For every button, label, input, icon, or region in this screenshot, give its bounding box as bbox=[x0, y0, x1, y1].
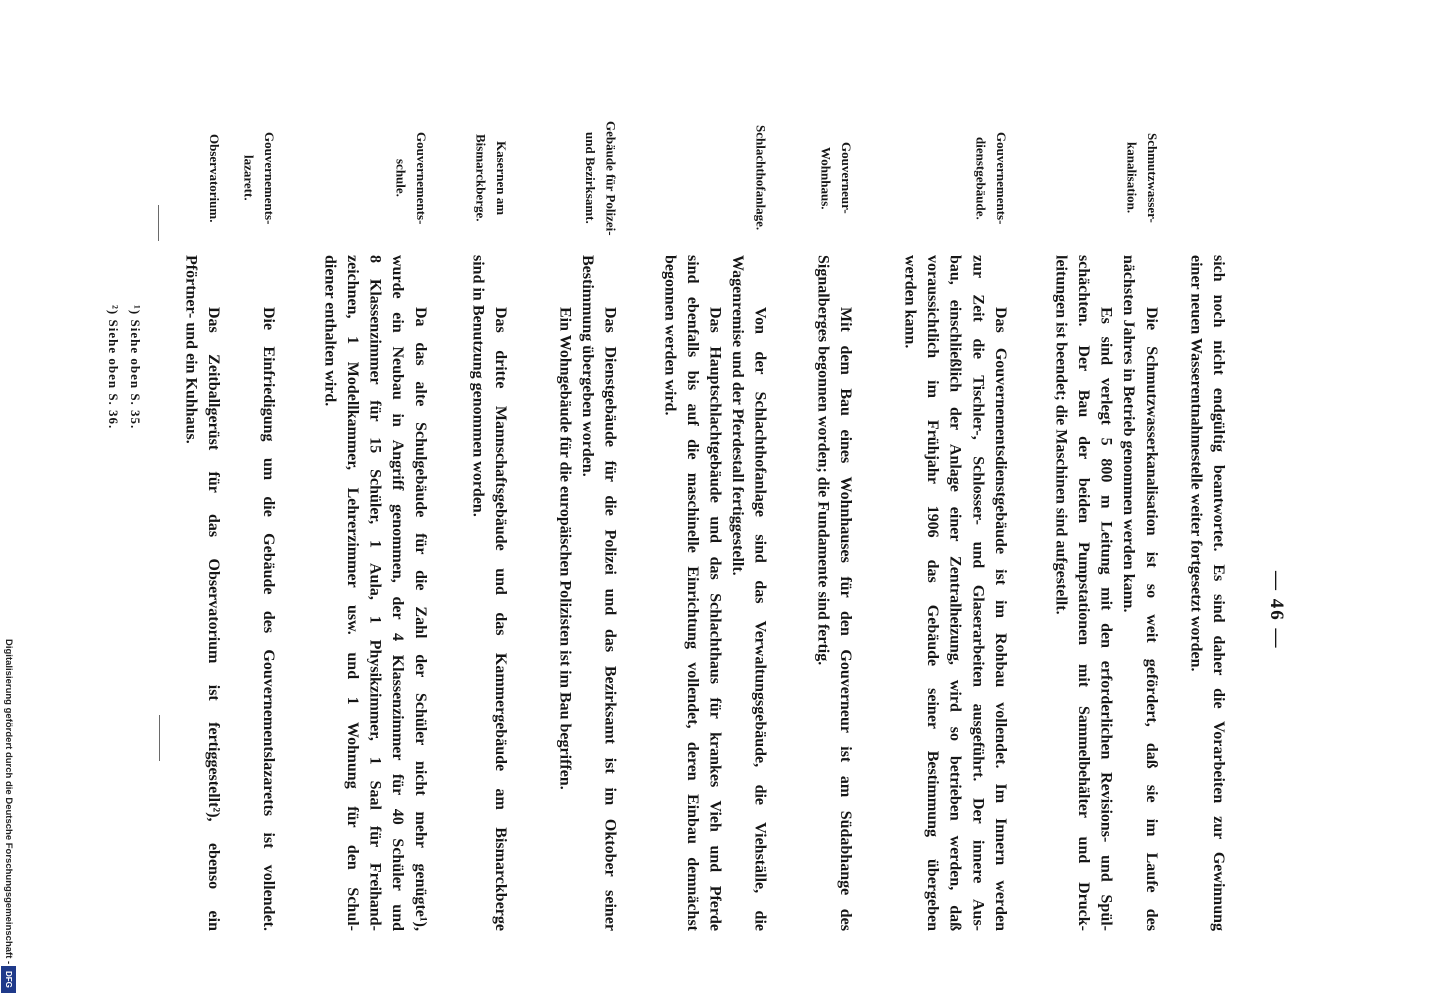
margin-note-line: Schlachthofanlage. bbox=[753, 125, 769, 231]
text-line: begonnen werden wird. bbox=[661, 255, 679, 416]
margin-note-line: Gouvernements- bbox=[261, 131, 277, 225]
text-line: Das Dienstgebäude für die Polizei und das Bezirksamt ist im Oktober seiner bbox=[601, 307, 619, 931]
margin-note bbox=[1121, 117, 1162, 239]
text-line: zur Zeit die Tischler-, Schlosser- und Glaserarbeiten ausgeführt. Der innere Aus- bbox=[969, 255, 987, 931]
margin-note bbox=[238, 117, 279, 239]
text-line: zeichnen, 1 Modellkammer, Lehrerzimmer usw. und 1 Wohnung für den Schul- bbox=[343, 255, 361, 931]
margin-note-line: Gouvernements- bbox=[413, 131, 429, 225]
text-line: Ein Wohngebäude für die europäischen Polizisten ist im Bau begriffen. bbox=[556, 307, 574, 790]
footnotes bbox=[96, 305, 146, 505]
text-line: diener enthalten wird. bbox=[321, 255, 339, 407]
margin-note-line: Wohnhaus. bbox=[818, 146, 834, 210]
text-line: werden kann. bbox=[901, 255, 919, 349]
text-line: bau, einschließlich der Anlage einer Zentralheizung, wird so betrieben werden, daß bbox=[946, 255, 964, 931]
text-line: Die Schmutzwasserkanalisation ist so weit gefördert, daß sie im Laufe des bbox=[1142, 307, 1160, 931]
text-line: Mit dem Bau eines Wohnhauses für den Gouverneur ist am Südabhange des bbox=[836, 307, 854, 931]
footnote: ¹) Siehe oben S. 35. bbox=[128, 305, 143, 430]
margin-note-line: und Bezirksamt. bbox=[583, 132, 599, 224]
section-polizei-bezirksamt bbox=[553, 120, 621, 931]
text-line: sind ebenfalls bis auf die maschinelle Einrichtung vollendet, deren Einbau demnächst bbox=[683, 255, 701, 931]
margin-note bbox=[580, 117, 621, 239]
footnote: ²) Siehe oben S. 36. bbox=[106, 305, 121, 430]
margin-note bbox=[470, 117, 511, 239]
text-line: Das dritte Mannschaftsgebäude und das Kammergebäude am Bismarckberge bbox=[491, 307, 509, 931]
digitization-notice: Digitalisierung gefördert durch die Deutsche Forschungsgemeinschaft - bbox=[3, 638, 14, 964]
page-number: — 46 — bbox=[1266, 570, 1287, 650]
main-text bbox=[169, 120, 1229, 931]
text-line: Da das alte Schulgebäude für die Zahl der Schüler nicht mehr genügte¹), bbox=[411, 307, 429, 931]
text-line: Pförtner- und ein Kuhhaus. bbox=[182, 255, 200, 444]
section-schmutzwasserkanalisation bbox=[1049, 133, 1162, 931]
text-line: wurde ein Neubau in Angriff genommen, der 4 Klassenzimmer für 40 Schüler und bbox=[389, 255, 407, 931]
text-line: sich noch nicht endgültig beantwortet. Es sind daher die Vorarbeiten zur Gewinnung bbox=[1210, 255, 1227, 931]
margin-note-line: Gouvernements- bbox=[993, 131, 1009, 225]
section-gouvernementsschule bbox=[318, 131, 431, 931]
text-line: voraussichtlich im Frühjahr 1906 das Gebäude seiner Bestimmung übergeben bbox=[924, 255, 942, 931]
margin-note-line: lazarett. bbox=[241, 155, 257, 201]
margin-note bbox=[750, 117, 771, 239]
paragraph-continuation bbox=[1184, 255, 1229, 931]
text-line: Die Einfriedigung um die Gebäude des Gouvernementslazaretts ist vollendet. bbox=[259, 307, 277, 931]
section-gouvernementsdienstgebaeude bbox=[898, 131, 1011, 931]
text-line: Das Hauptschlachtgebäude und das Schlachthaus für krankes Vieh und Pferde bbox=[706, 307, 724, 931]
text-line: 8 Klassenzimmer für 15 Schüler, 1 Aula, 1 Physikzimmer, 1 Saal für Freihand- bbox=[366, 255, 384, 931]
text-line: nächsten Jahres in Betrieb genommen werden kann. bbox=[1120, 255, 1138, 613]
footnote-rule bbox=[159, 715, 160, 761]
section-gouvernementslazarett bbox=[241, 131, 279, 931]
section-gouverneur-wohnhaus bbox=[811, 142, 856, 931]
text-line: Von der Schlachthofanlage sind das Verwaltungsgebäude, die Viehställe, die bbox=[751, 307, 769, 931]
margin-note-line: Schmutzwasser- bbox=[1144, 133, 1160, 223]
margin-note-line: Gouverneur- bbox=[838, 142, 854, 214]
section-schlachthofanlage bbox=[658, 125, 771, 931]
text-line: Wagenremise und der Pferdestall fertiggestellt. bbox=[729, 255, 747, 576]
dfg-logo: DFG bbox=[1, 966, 16, 993]
margin-note-line: Bismarckberge. bbox=[473, 134, 489, 222]
text-line: einer neuen Wasserentnahmestelle weiter fortgesetzt worden. bbox=[1187, 255, 1205, 672]
text-line: Das Zeitballgerüst für das Observatorium ist fertiggestellt²), ebenso ein bbox=[205, 307, 223, 931]
text-line: schächten. Der Bau der beiden Pumpstationen mit Sammelbehälter und Druck- bbox=[1075, 255, 1093, 931]
text-line: Bestimmung übergeben worden. bbox=[579, 255, 597, 477]
margin-note-line: schule. bbox=[393, 159, 409, 197]
margin-note bbox=[390, 117, 431, 239]
margin-note-line: Gebäude für Polizei- bbox=[603, 120, 619, 236]
text-line: sind in Benutzung genommen worden. bbox=[469, 255, 487, 517]
margin-note bbox=[815, 117, 856, 239]
section-observatorium bbox=[179, 133, 224, 931]
text-line: leitungen ist beendet; die Maschinen sind aufgestellt. bbox=[1052, 255, 1070, 615]
margin-note bbox=[970, 117, 1011, 239]
margin-note-line: dienstgebäude. bbox=[973, 136, 989, 220]
text-line: Das Gouvernementsdienstgebäude ist im Rohbau vollendet. Im Innern werden bbox=[991, 307, 1009, 931]
short-rule bbox=[158, 205, 159, 241]
section-kasernen-bismarckberge bbox=[466, 134, 511, 931]
text-line: Es sind verlegt 5 800 m Leitung mit den erforderlichen Revisions- und Spül- bbox=[1097, 307, 1115, 931]
margin-note-line: Kasernen am bbox=[493, 140, 509, 216]
margin-note-line: Observatorium. bbox=[207, 133, 223, 223]
margin-note bbox=[204, 117, 225, 239]
margin-note-line: kanalisation. bbox=[1124, 142, 1140, 214]
text-line: Signalberges begonnen worden; die Fundamente sind fertig. bbox=[814, 255, 832, 666]
